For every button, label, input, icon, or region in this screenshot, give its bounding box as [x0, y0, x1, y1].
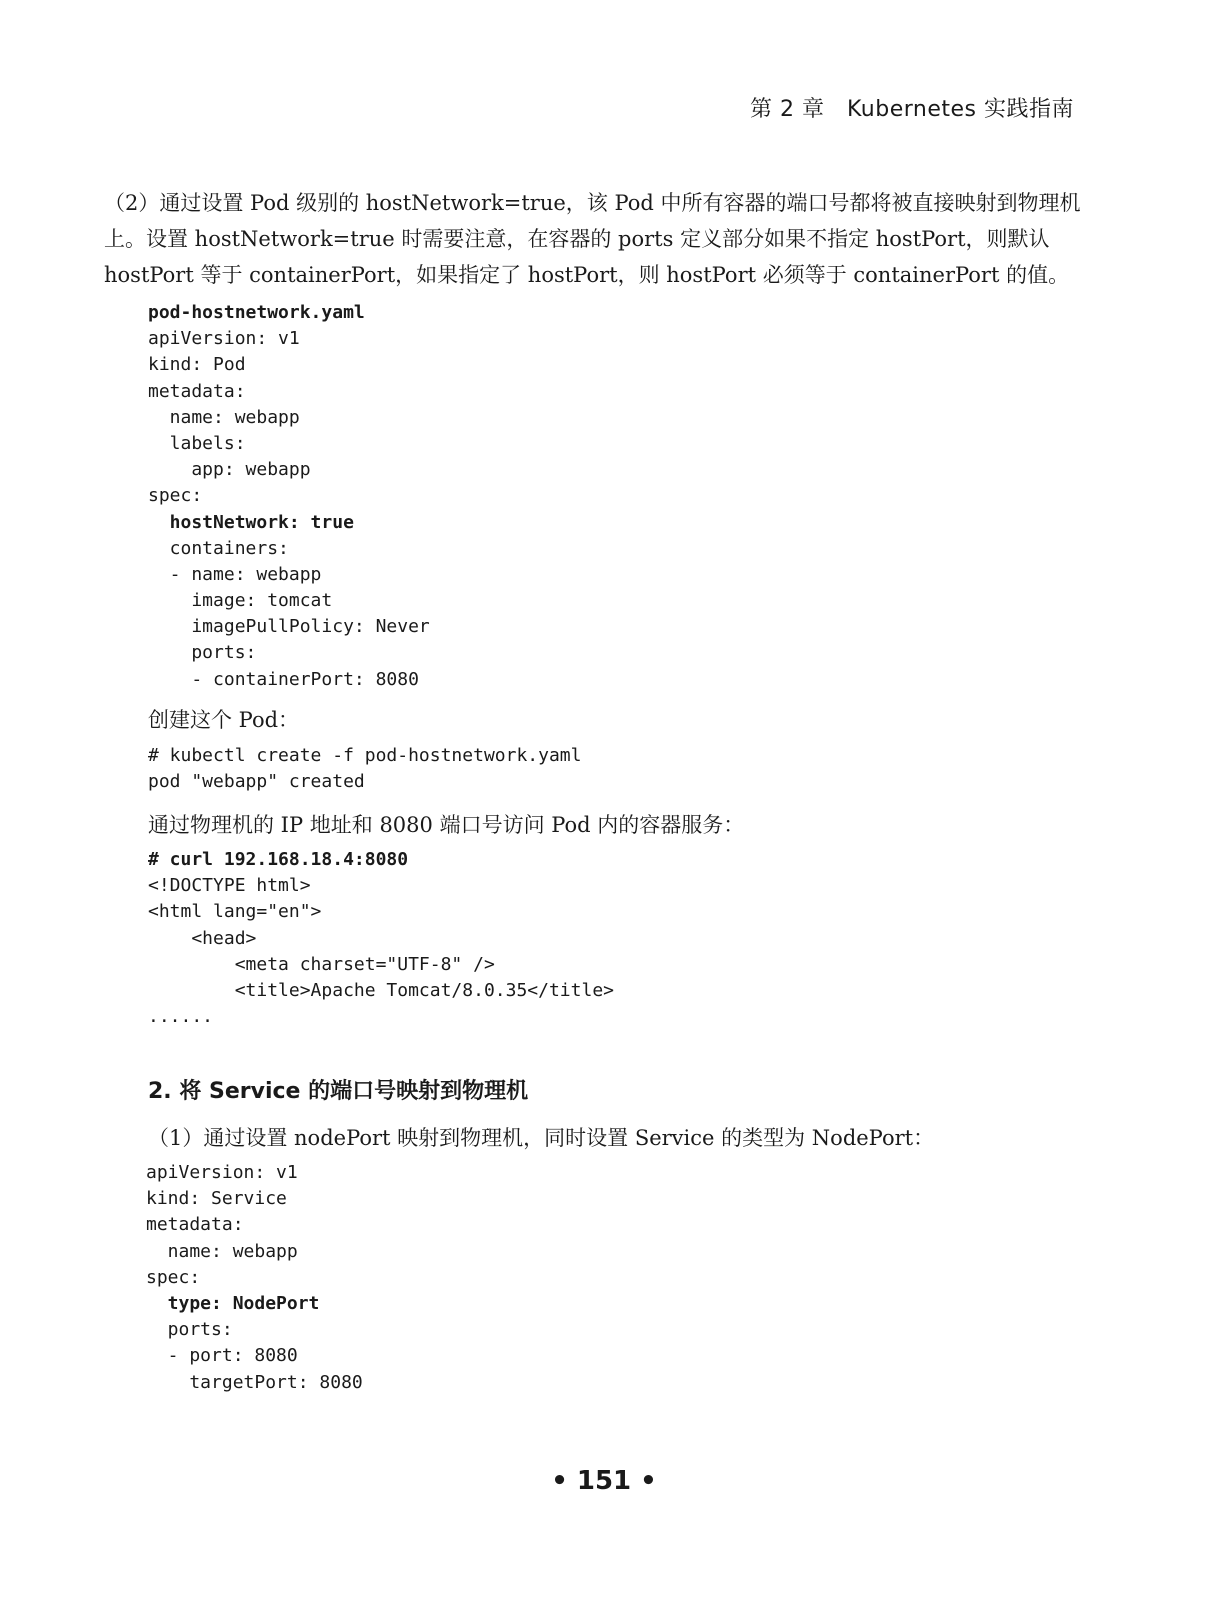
page-number: • 151 • [551, 1466, 657, 1496]
code-line: <title>Apache Tomcat/8.0.35</title> [148, 979, 614, 1001]
nodeport-text: （1）通过设置 nodePort 映射到物理机，同时设置 Service 的类型为 NodePort： [148, 1126, 935, 1150]
create-pod-text: 创建这个 Pod： [148, 708, 300, 732]
chapter-header: 第 2 章 Kubernetes 实践指南 [749, 97, 1074, 122]
code-line: name: webapp [148, 406, 300, 428]
code-line: metadata: [148, 380, 246, 402]
code-line: # kubectl create -f pod-hostnetwork.yaml [148, 745, 582, 766]
code-line-highlight: hostNetwork: true [148, 511, 354, 533]
service-yaml-block [146, 1160, 363, 1396]
code-line: kind: Pod [148, 354, 246, 376]
code-line: name: webapp [146, 1240, 298, 1262]
code-line: <meta charset="UTF-8" /> [148, 953, 495, 975]
yaml-code-block [148, 300, 430, 693]
code-line: apiVersion: v1 [146, 1162, 298, 1183]
code-line: apiVersion: v1 [148, 328, 300, 350]
code-line-highlight: # curl 192.168.18.4:8080 [148, 849, 409, 870]
code-line: spec: [148, 485, 203, 507]
code-line: labels: [148, 432, 246, 454]
curl-output-block [148, 847, 614, 1030]
code-line: pod "webapp" created [148, 771, 365, 793]
code-line: <html lang="en"> [148, 901, 322, 923]
code-line: metadata: [146, 1214, 244, 1236]
code-line: containers: [148, 537, 289, 559]
intro-paragraph: （2）通过设置 Pod 级别的 hostNetwork=true，该 Pod 中所有容器的端口号都将被直接映射到物理机上。设置 hostNetwork=true 时需要注意，在容器的 ports 定义部分如果不指定 hostPort，则默认 hostPort 等于 containerPort，如果指定了 hostPort，则 hostPort 必须等于 containerPort 的值。 [104, 191, 1081, 287]
code-line: - containerPort: 8080 [148, 668, 419, 690]
code-line: app: webapp [148, 459, 311, 481]
code-line: - name: webapp [148, 563, 322, 585]
code-line: <!DOCTYPE html> [148, 875, 311, 897]
create-command-block [148, 743, 581, 795]
code-line: <head> [148, 927, 257, 949]
code-line: imagePullPolicy: Never [148, 616, 430, 638]
code-line: - port: 8080 [146, 1345, 298, 1367]
code-line: targetPort: 8080 [146, 1371, 363, 1393]
access-text: 通过物理机的 IP 地址和 8080 端口号访问 Pod 内的容器服务： [148, 813, 745, 837]
code-filename: pod-hostnetwork.yaml [148, 302, 365, 323]
section-heading: 2. 将 Service 的端口号映射到物理机 [148, 1079, 529, 1104]
code-line: kind: Service [146, 1188, 287, 1210]
code-line: image: tomcat [148, 590, 333, 612]
code-line: spec: [146, 1266, 201, 1288]
code-line: ports: [148, 642, 257, 664]
code-line-highlight: type: NodePort [146, 1292, 320, 1314]
code-line: ...... [148, 1006, 214, 1028]
code-line: ports: [146, 1319, 233, 1341]
